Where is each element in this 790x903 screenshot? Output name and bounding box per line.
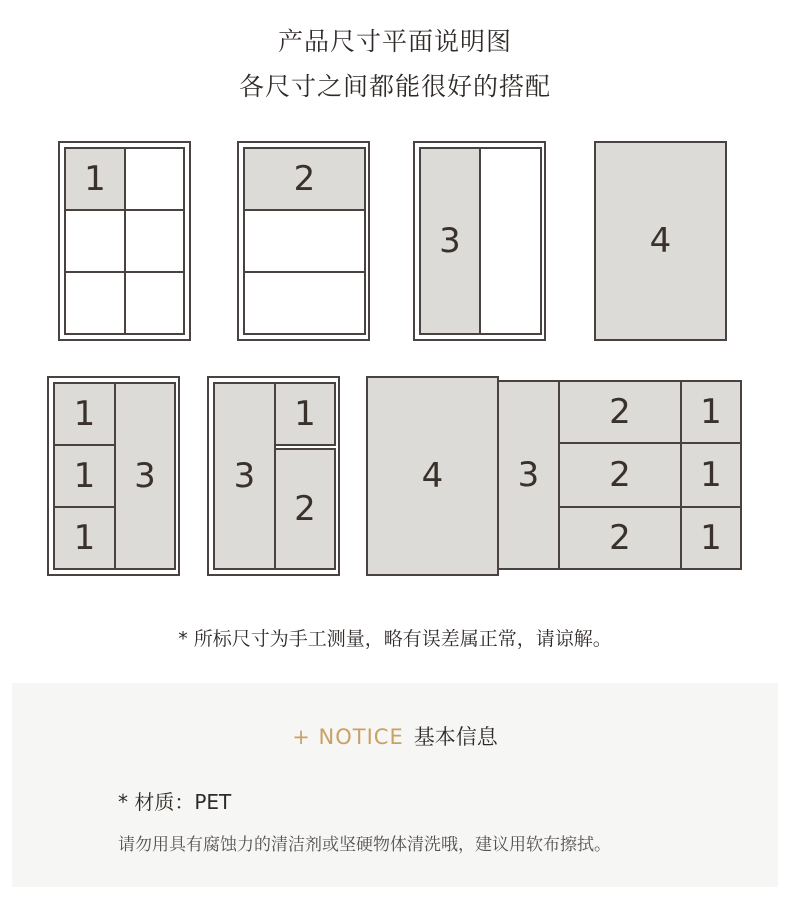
notice-heading (12, 721, 778, 751)
notice-label-en: + NOTICE (292, 725, 404, 749)
layout-size-2-strips (237, 141, 370, 341)
panel-size-1: 1 (274, 382, 336, 446)
notice-section (12, 683, 778, 887)
panel-size-2: 2 (558, 380, 682, 444)
panel-size-1: 1 (53, 382, 116, 446)
panel-empty (243, 271, 366, 335)
panel-size-1: 1 (53, 444, 116, 508)
care-instructions: 请勿用具有腐蚀力的清洁剂或坚硬物体清洗哦，建议用软布擦拭。 (118, 835, 611, 855)
panel-size-3: 3 (419, 147, 481, 335)
panel-size-1: 1 (680, 506, 742, 570)
panel-size-3: 3 (114, 382, 176, 570)
panel-empty (64, 209, 126, 273)
page-title: 产品尺寸平面说明图 (277, 27, 512, 56)
panel-size-1: 1 (64, 147, 126, 211)
material-info: * 材质：PET (118, 790, 232, 814)
layout-size-1-grid (58, 141, 191, 341)
panel-empty (479, 147, 542, 335)
page-subtitle: 各尺寸之间都能很好的搭配 (238, 72, 551, 101)
panel-size-1: 1 (680, 442, 742, 508)
panel-empty (243, 209, 366, 273)
panel-size-2: 2 (558, 442, 682, 508)
panel-empty (124, 209, 185, 273)
panel-empty (64, 271, 126, 335)
panel-empty (124, 271, 185, 335)
notice-label-zh: 基本信息 (413, 725, 498, 749)
panel-size-2: 2 (558, 506, 682, 570)
measurement-disclaimer: * 所标尺寸为手工测量，略有误差属正常，请谅解。 (178, 628, 612, 650)
layout-size-3-halves (413, 141, 546, 341)
panel-empty (124, 147, 185, 211)
panel-size-2: 2 (274, 448, 336, 570)
panel-size-4: 4 (594, 141, 727, 341)
panel-size-4: 4 (366, 376, 499, 576)
panel-size-1: 1 (680, 380, 742, 444)
panel-size-3: 3 (213, 382, 276, 570)
panel-size-2: 2 (243, 147, 366, 211)
panel-size-1: 1 (53, 506, 116, 570)
panel-size-3: 3 (497, 380, 560, 570)
combo-1-1-1-3 (47, 376, 180, 576)
combo-3-1-2 (207, 376, 340, 576)
